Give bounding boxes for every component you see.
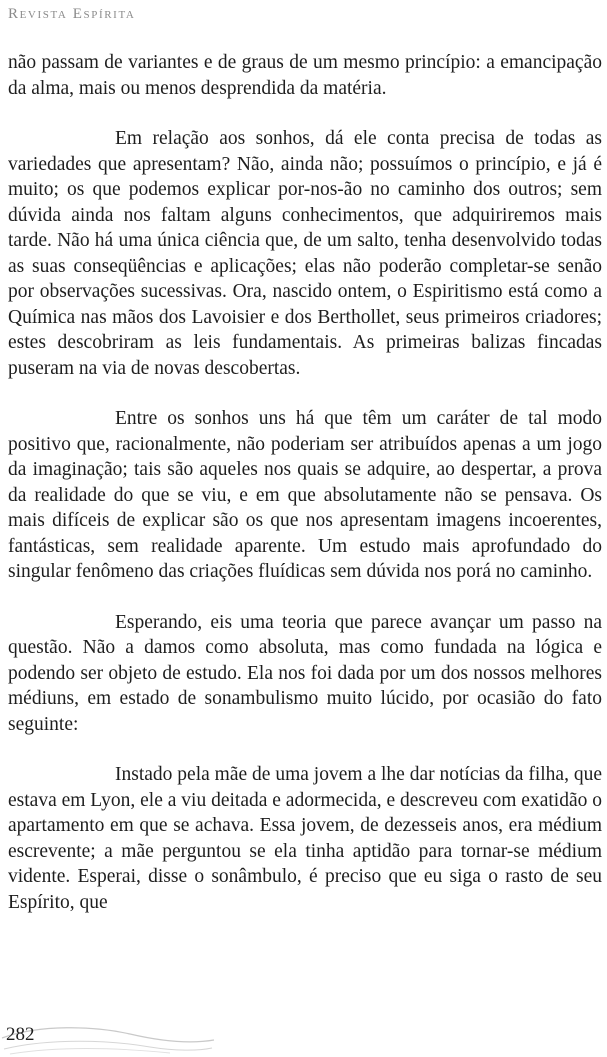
paragraph-somnambulist: Instado pela mãe de uma jovem a lhe dar notícias da filha, que estava em Lyon, ele a viu deitada e adormecida, e descreveu com exatidão o apartamento em que se achava. Essa jovem, de dezesseis anos, era médium escrevente; a mãe perguntou se ela tinha aptidão para tornar-se médium vidente. Esperai, disse o sonâmbulo, é preciso que eu siga o rasto de seu Espírito, que bbox=[8, 764, 602, 913]
page-number: 282 bbox=[6, 1024, 35, 1045]
running-header: Revista Espírita bbox=[8, 6, 136, 22]
paragraph-dreams-varieties: Em relação aos sonhos, dá ele conta precisa de todas as variedades que apresentam? Não, ainda não; possuímos o princípio, e já é muito; os que podemos explicar por-nos-ão no caminho dos outros; sem dúvida ainda nos faltam alguns conhecimentos, que adquiriremos mais tarde. Não há uma única ciência que, de um salto, tenha desenvolvido todas as suas conseqüências e aplicações; elas não poderão completar-se senão por observações sucessivas. Ora, nascido ontem, o Espiritismo está como a Química nas mãos dos Lavoisier e dos Berthollet, seus primeiros criadores; estes descobriram as leis fundamentais. As primeiras balizas fincadas puseram na via de novas descobertas. bbox=[8, 128, 602, 379]
page-body bbox=[8, 50, 602, 915]
paragraph-continuation: não passam de variantes e de graus de um mesmo princípio: a emancipação da alma, mais ou menos desprendida da matéria. bbox=[8, 52, 602, 99]
paragraph-positive-dreams: Entre os sonhos uns há que têm um caráter de tal modo positivo que, racionalmente, não poderiam ser atribuídos apenas a um jogo da imaginação; tais são aqueles nos quais se adquire, ao despertar, a prova da realidade do que se viu, e em que absolutamente não se pensava. Os mais difíceis de explicar são os que nos apresentam imagens incoerentes, fantásticas, sem realidade aparente. Um estudo mais aprofundado do singular fenômeno das criações fluídicas sem dúvida nos porá no caminho. bbox=[8, 408, 602, 582]
paragraph-theory: Esperando, eis uma teoria que parece avançar um passo na questão. Não a damos como absoluta, mas como fundada na lógica e podendo ser objeto de estudo. Ela nos foi dada por um dos nossos melhores médiuns, em estado de sonambulismo muito lúcido, por ocasião do fato seguinte: bbox=[8, 611, 602, 735]
